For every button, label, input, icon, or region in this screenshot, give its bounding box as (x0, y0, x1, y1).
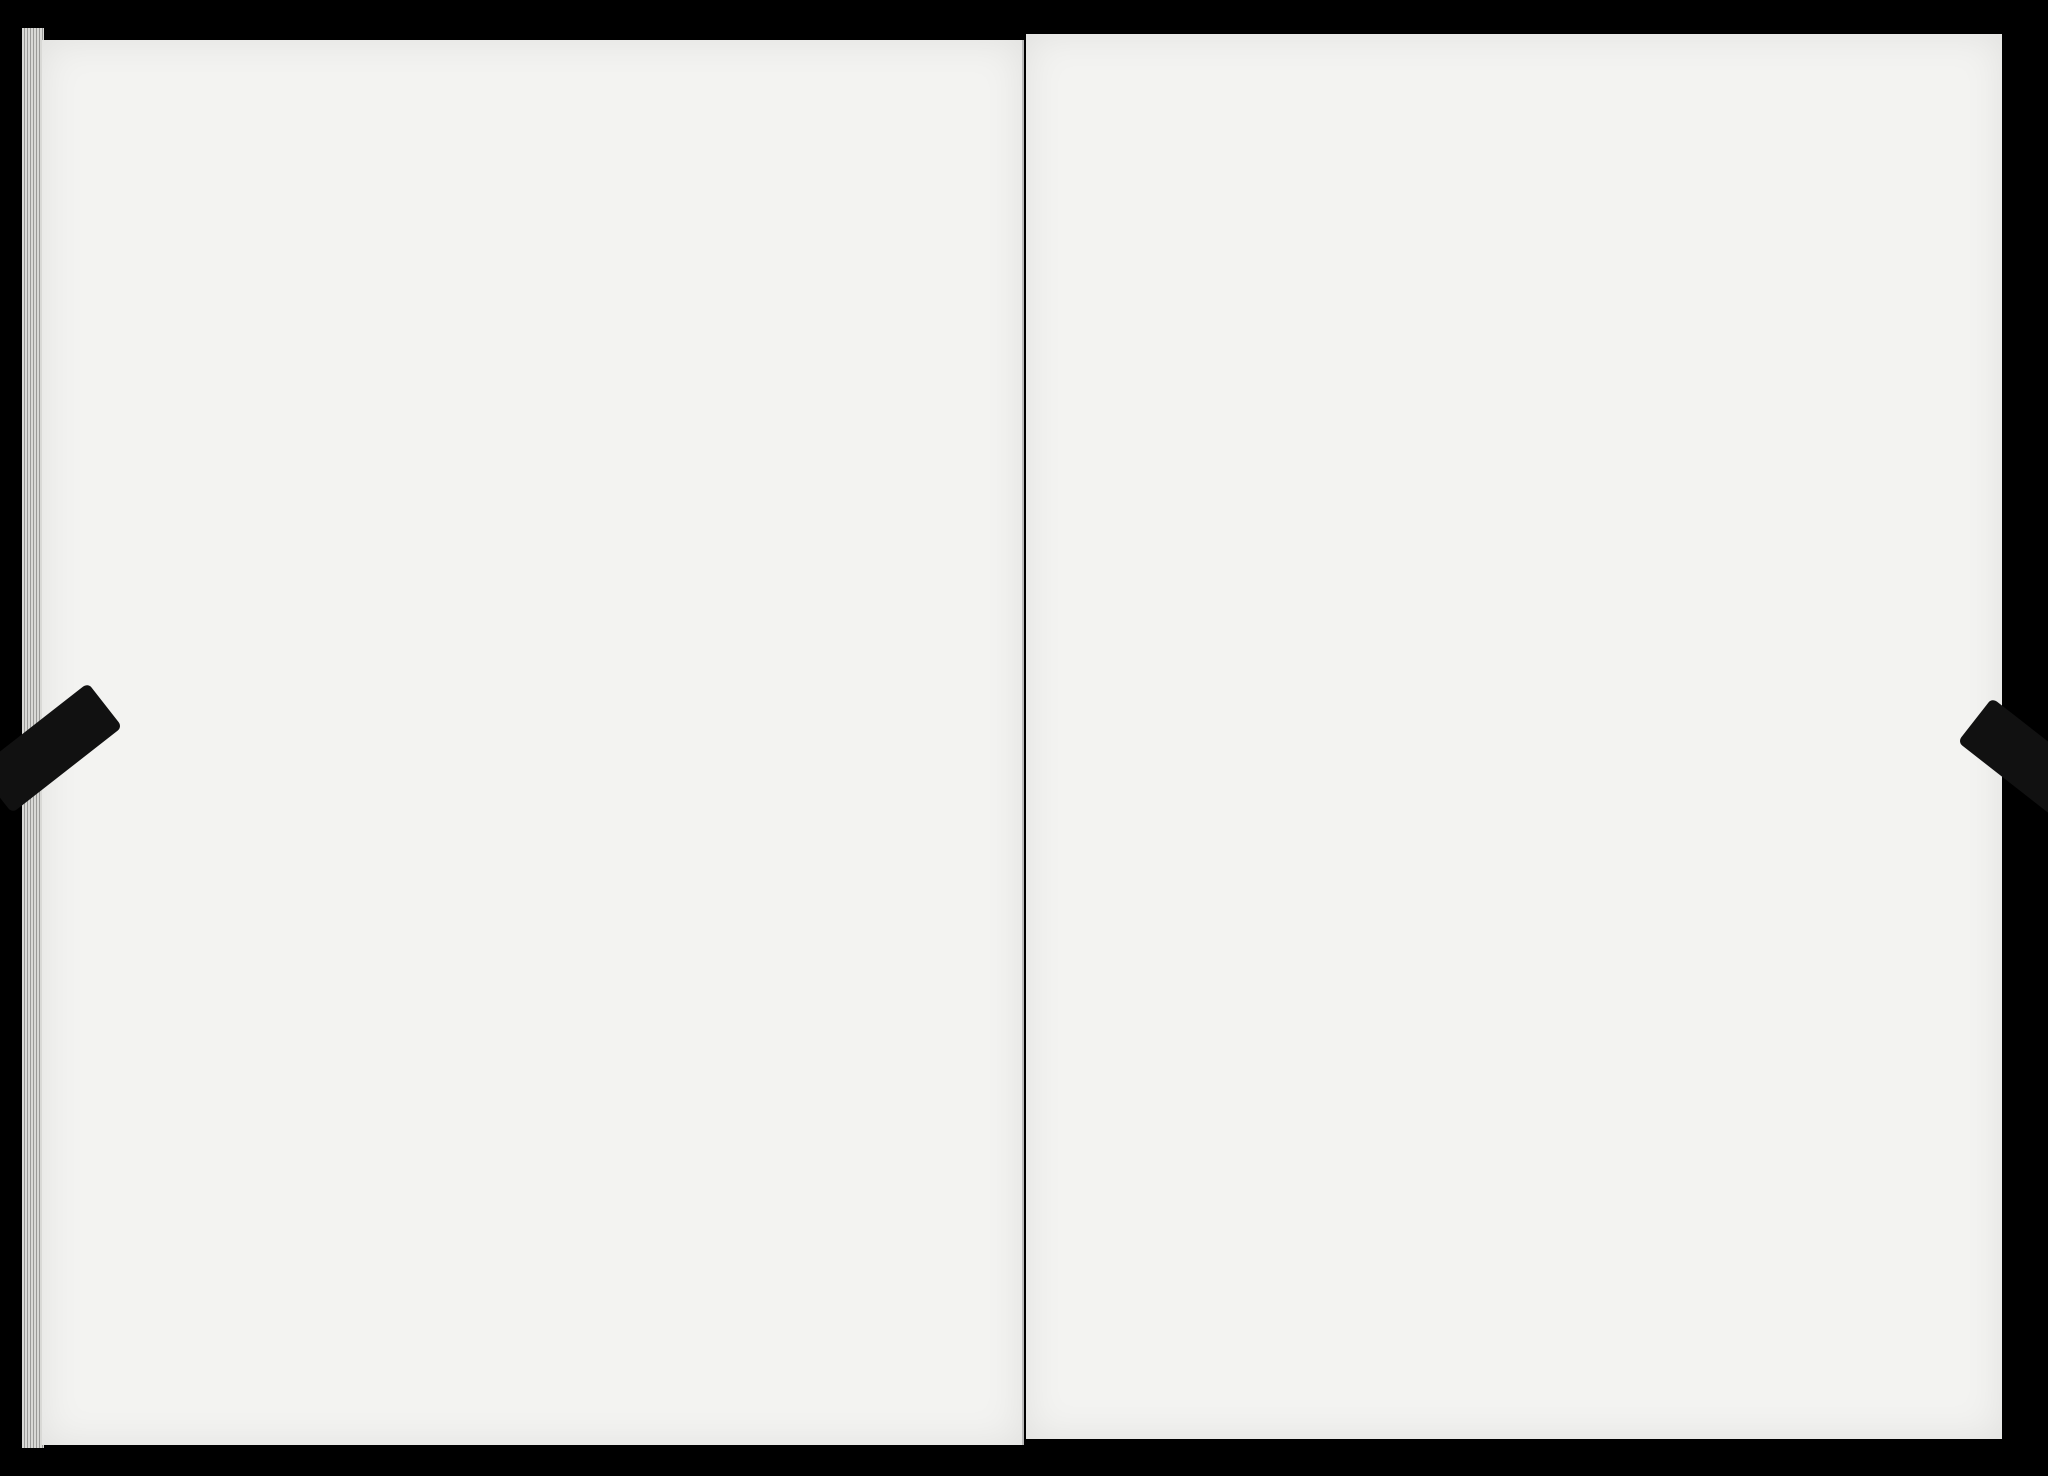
left-page (42, 40, 1024, 1445)
right-page (1026, 34, 2002, 1439)
